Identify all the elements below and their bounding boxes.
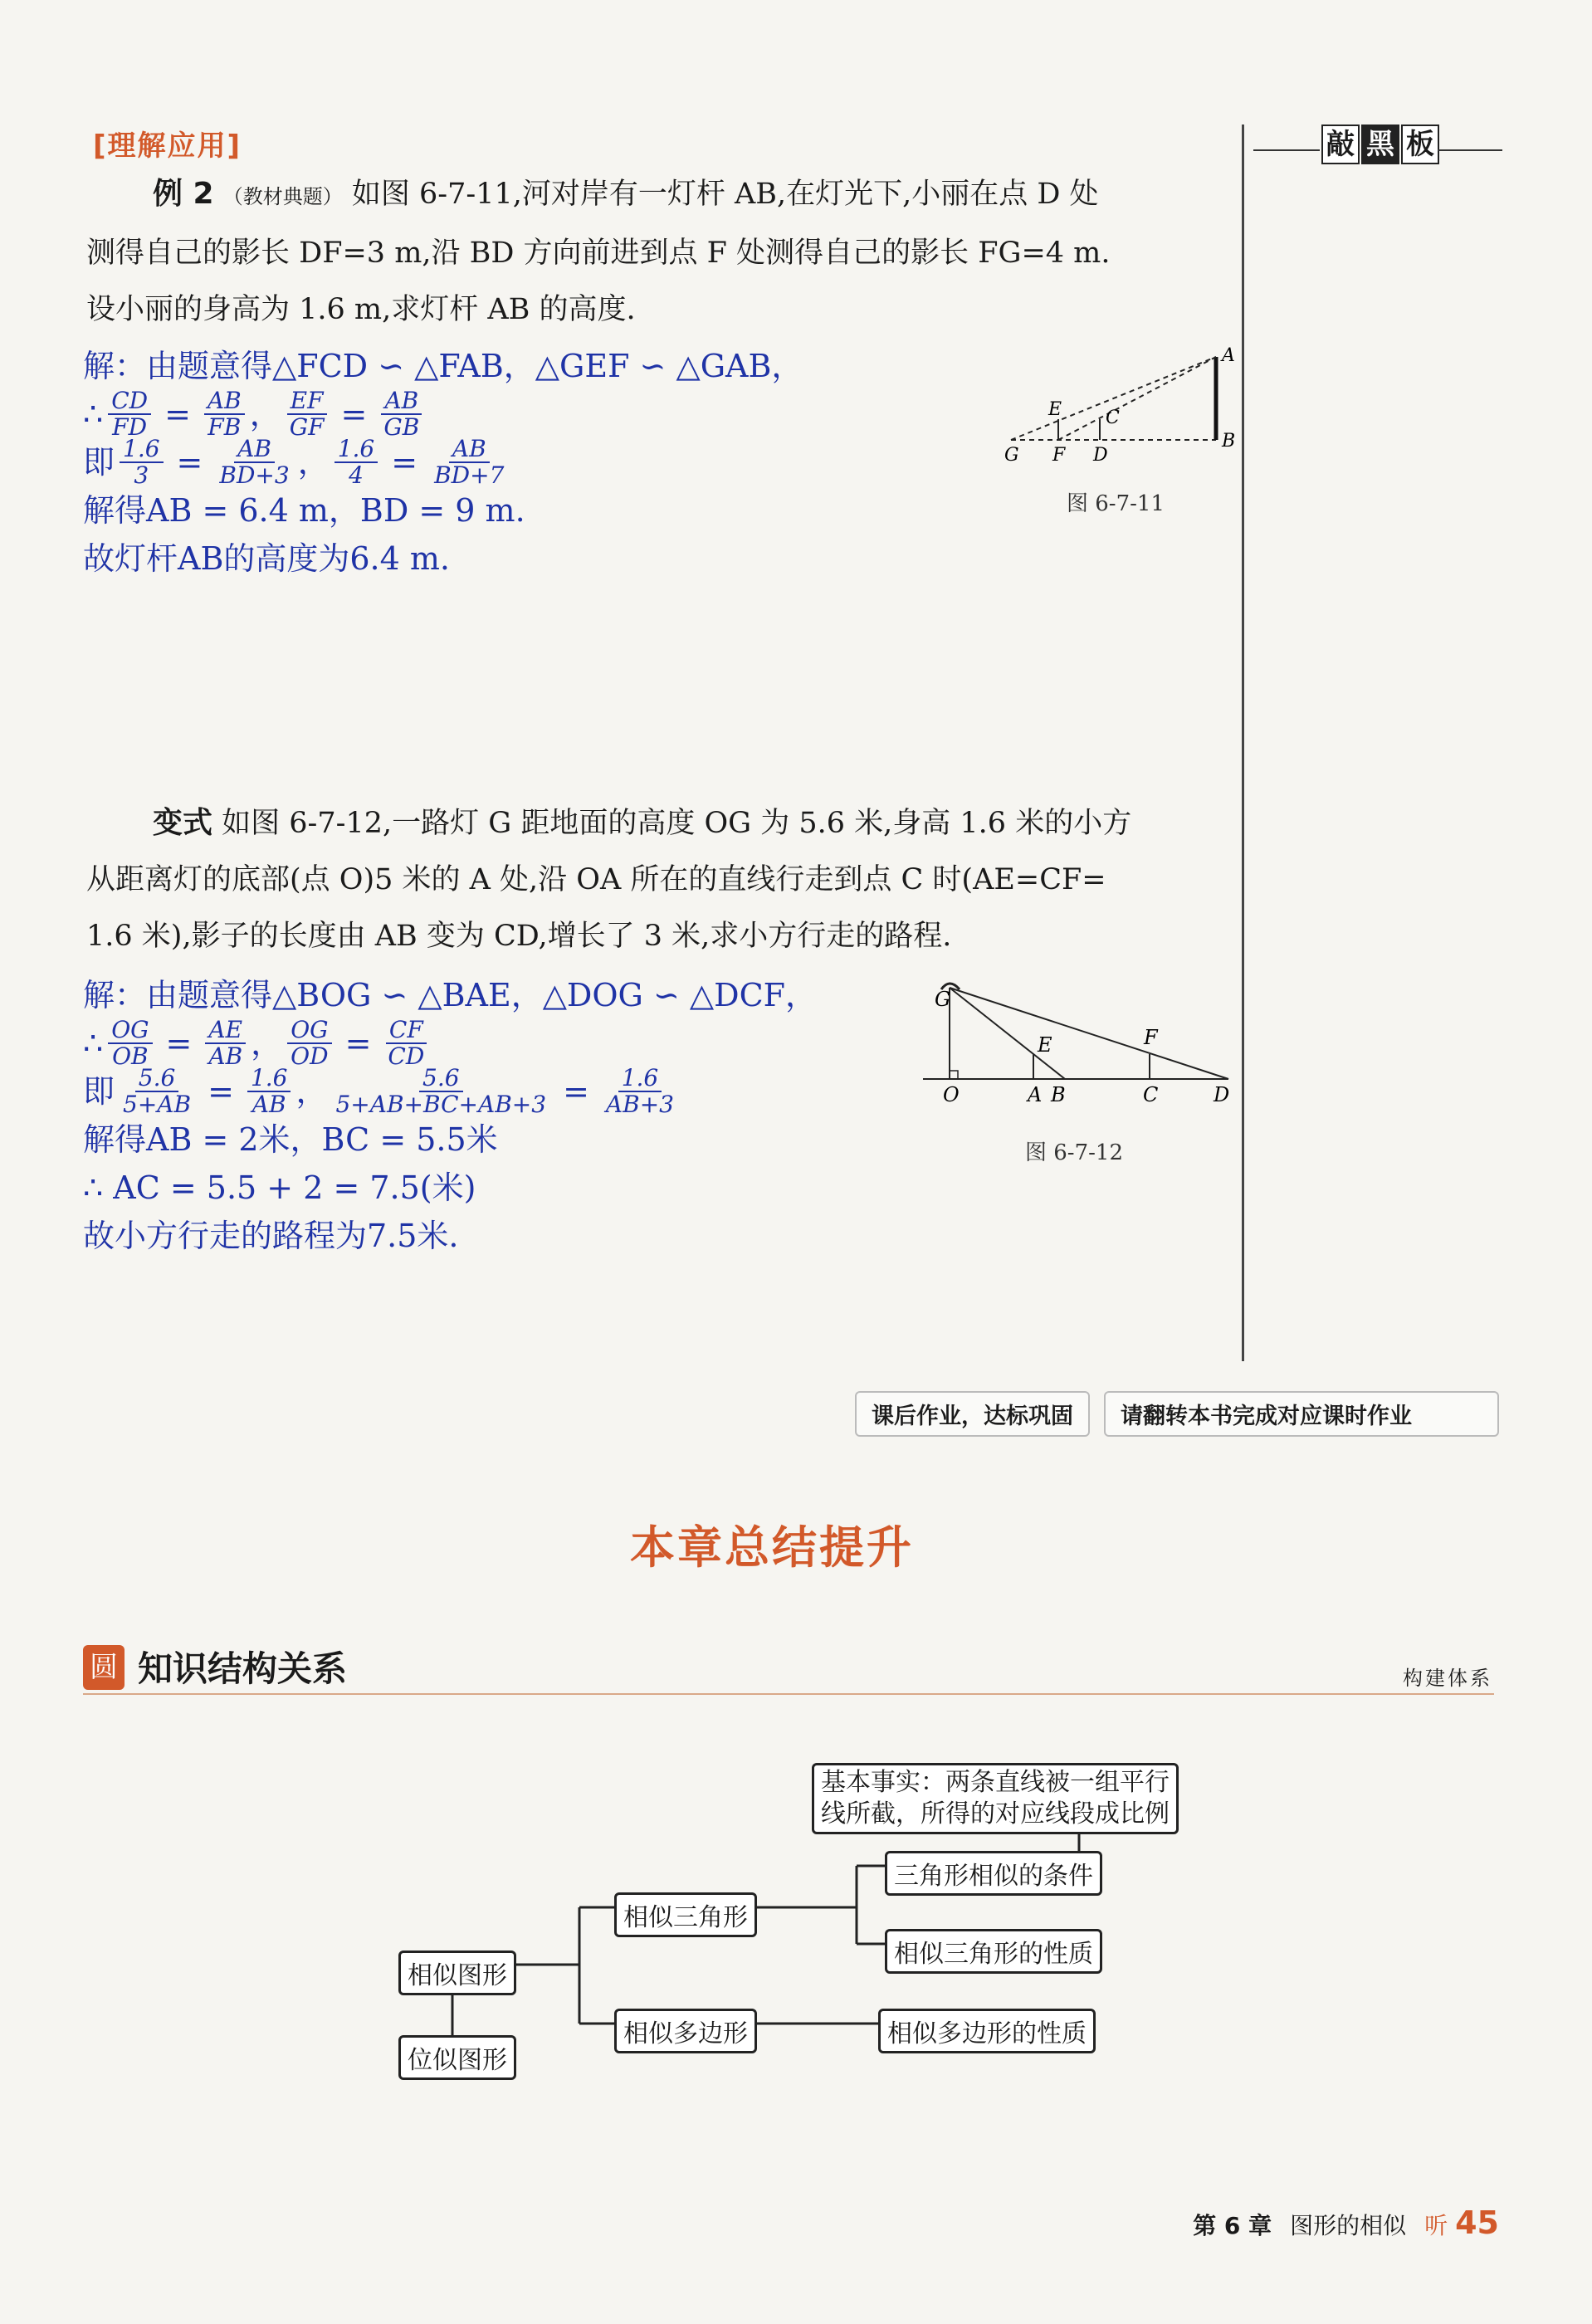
concept-map-connectors — [0, 1726, 1592, 2075]
example2-lead: 例 2 — [153, 177, 214, 211]
comma: ， — [251, 1025, 283, 1062]
page-number: 45 — [1455, 2204, 1499, 2241]
fig2-label-c: C — [1143, 1083, 1159, 1106]
fraction: $\frac{5.6}{5+AB}$ — [123, 1064, 192, 1118]
ex2-sol-line4: 解得AB = 6.4 m，BD = 9 m. — [83, 492, 525, 529]
ji-label: 即 — [83, 1073, 115, 1110]
ji-label: 即 — [83, 444, 115, 481]
equals-sign: = — [208, 1073, 234, 1110]
fraction: $\frac{AB}{GB}$ — [380, 388, 422, 440]
knowledge-structure-title: 知识结构关系 — [138, 1648, 348, 1689]
var-sol-line5: ∴ AC = 5.5 + 2 = 7.5(米) — [83, 1169, 476, 1206]
blackboard-rule-right — [1438, 149, 1502, 151]
fraction: $\frac{AB}{BD+7}$ — [434, 435, 505, 489]
fig1-label-d: D — [1093, 445, 1108, 466]
fig1-label-b: B — [1222, 431, 1236, 452]
var-sol-line1: 解：由题意得△BOG ∽ △BAE，△DOG ∽ △DCF， — [83, 977, 818, 1013]
variant-line-2: 从距离灯的底部(点 O)5 米的 A 处,沿 OA 所在的直线行走到点 C 时(AE=CF= — [86, 863, 1106, 896]
fraction: $\frac{EF}{GF}$ — [286, 388, 328, 440]
equals-sign: = — [340, 396, 368, 432]
comma: ， — [249, 396, 281, 432]
fraction: $\frac{1.6}{AB+3}$ — [605, 1064, 674, 1118]
fig1-label-g: G — [1004, 445, 1019, 466]
therefore-symbol: ∴ — [83, 396, 104, 432]
example2-line-2: 测得自己的影长 DF=3 m,沿 BD 方向前进到点 F 处测得自己的影长 FG=4 m. — [86, 237, 1111, 270]
ex2-sol-line5: 故灯杆AB的高度为6.4 m. — [83, 540, 450, 577]
homework-tip-left: 课后作业，达标巩固 — [855, 1391, 1090, 1437]
figure-6-7-12 — [913, 971, 1237, 1129]
example2-problem — [86, 166, 1248, 338]
fig2-label-b: B — [1051, 1083, 1066, 1106]
node-basic-fact — [812, 1763, 1179, 1834]
equals-sign: = — [391, 444, 418, 481]
variant-solution — [83, 971, 817, 1260]
fraction: $\frac{CD}{FD}$ — [108, 388, 151, 440]
node-homothetic-figures: 位似图形 — [398, 2035, 516, 2080]
variant-line-1: 如图 6-7-12,一路灯 G 距地面的高度 OG 为 5.6 米,身高 1.6 米的小方 — [222, 807, 1132, 840]
fraction: $\frac{1.6}{3}$ — [120, 437, 164, 488]
var-sol-line4: 解得AB = 2米，BC = 5.5米 — [83, 1121, 498, 1158]
knowledge-icon: 圆 — [83, 1645, 125, 1690]
section-tag: [理解应用] — [93, 129, 242, 163]
figure-caption-6-7-12: 图 6-7-12 — [1025, 1140, 1124, 1165]
variant-line-3: 1.6 米),影子的长度由 AB 变为 CD,增长了 3 米,求小方行走的路程. — [86, 920, 952, 953]
node-polygon-properties: 相似多边形的性质 — [878, 2009, 1096, 2053]
var-sol-line6: 故小方行走的路程为7.5米. — [83, 1218, 459, 1254]
fig2-label-a: A — [1028, 1083, 1043, 1106]
example2-line-3: 设小丽的身高为 1.6 m,求灯杆 AB 的高度. — [86, 293, 636, 326]
blackboard-char-2: 黑 — [1361, 124, 1399, 164]
comma: ， — [297, 444, 330, 481]
fraction: $\frac{1.6}{4}$ — [335, 437, 378, 488]
fig2-label-g: G — [935, 988, 951, 1011]
fig1-label-f: F — [1052, 445, 1066, 466]
knowledge-subtitle: 构建体系 — [1403, 1667, 1492, 1690]
variant-problem — [86, 795, 1248, 964]
footer-chapter: 第 6 章 — [1193, 2212, 1272, 2239]
footer-chapter-name: 图形的相似 — [1290, 2212, 1407, 2239]
blackboard-char-3: 板 — [1401, 124, 1439, 164]
basic-fact-line-2: 线所截，所得的对应线段成比例 — [821, 1799, 1170, 1828]
example2-solution — [83, 342, 803, 583]
figure-6-7-11 — [996, 340, 1245, 506]
equals-sign: = — [165, 1025, 193, 1062]
blackboard-rule-left — [1253, 149, 1320, 151]
footer-listen-label: 听 — [1424, 2212, 1448, 2239]
example2-line-1: 如图 6-7-11,河对岸有一灯杆 AB,在灯光下,小丽在点 D 处 — [351, 178, 1099, 211]
fraction: $\frac{1.6}{AB}$ — [247, 1066, 291, 1117]
node-triangle-conditions: 三角形相似的条件 — [885, 1851, 1102, 1896]
knowledge-rule — [83, 1693, 1494, 1695]
node-similar-figures: 相似图形 — [398, 1950, 516, 1995]
variant-lead: 变式 — [153, 806, 213, 840]
node-triangle-properties: 相似三角形的性质 — [885, 1929, 1102, 1974]
node-similar-polygons: 相似多边形 — [614, 2009, 757, 2053]
fraction: $\frac{AB}{FB}$ — [204, 388, 245, 440]
figure-caption-6-7-11: 图 6-7-11 — [1067, 491, 1165, 516]
ex2-sol-line1: 解：由题意得△FCD ∽ △FAB，△GEF ∽ △GAB， — [83, 348, 803, 384]
fig2-label-f: F — [1144, 1026, 1158, 1049]
fraction: $\frac{OG}{OB}$ — [108, 1018, 152, 1069]
equals-sign: = — [164, 396, 191, 432]
chapter-summary-title: 本章总结提升 — [630, 1521, 914, 1574]
page-footer — [1193, 2204, 1499, 2241]
fraction: $\frac{AE}{AB}$ — [205, 1018, 246, 1069]
node-similar-triangles: 相似三角形 — [614, 1892, 757, 1937]
example2-source: （教材典题） — [222, 185, 343, 208]
fraction: $\frac{CF}{CD}$ — [384, 1018, 427, 1069]
fraction: $\frac{5.6}{5+AB+BC+AB+3}$ — [335, 1064, 547, 1118]
fig1-label-a: A — [1222, 345, 1235, 366]
equals-sign: = — [563, 1073, 589, 1110]
comma: ， — [295, 1073, 328, 1110]
equals-sign: = — [344, 1025, 372, 1062]
fig2-label-e: E — [1038, 1033, 1052, 1057]
therefore-symbol: ∴ — [83, 1025, 104, 1062]
basic-fact-line-1: 基本事实：两条直线被一组平行 — [821, 1768, 1170, 1797]
fig2-label-d: D — [1214, 1083, 1230, 1106]
fig2-label-o: O — [943, 1083, 960, 1106]
fraction: $\frac{OG}{OD}$ — [287, 1018, 331, 1069]
homework-tip-right: 请翻转本书完成对应课时作业 — [1104, 1391, 1499, 1437]
blackboard-badge — [1253, 124, 1502, 163]
fig1-label-e: E — [1048, 399, 1062, 420]
blackboard-char-1: 敲 — [1321, 124, 1360, 164]
equals-sign: = — [176, 444, 203, 481]
fig1-label-c: C — [1106, 408, 1120, 428]
fraction: $\frac{AB}{BD+3}$ — [219, 435, 290, 489]
